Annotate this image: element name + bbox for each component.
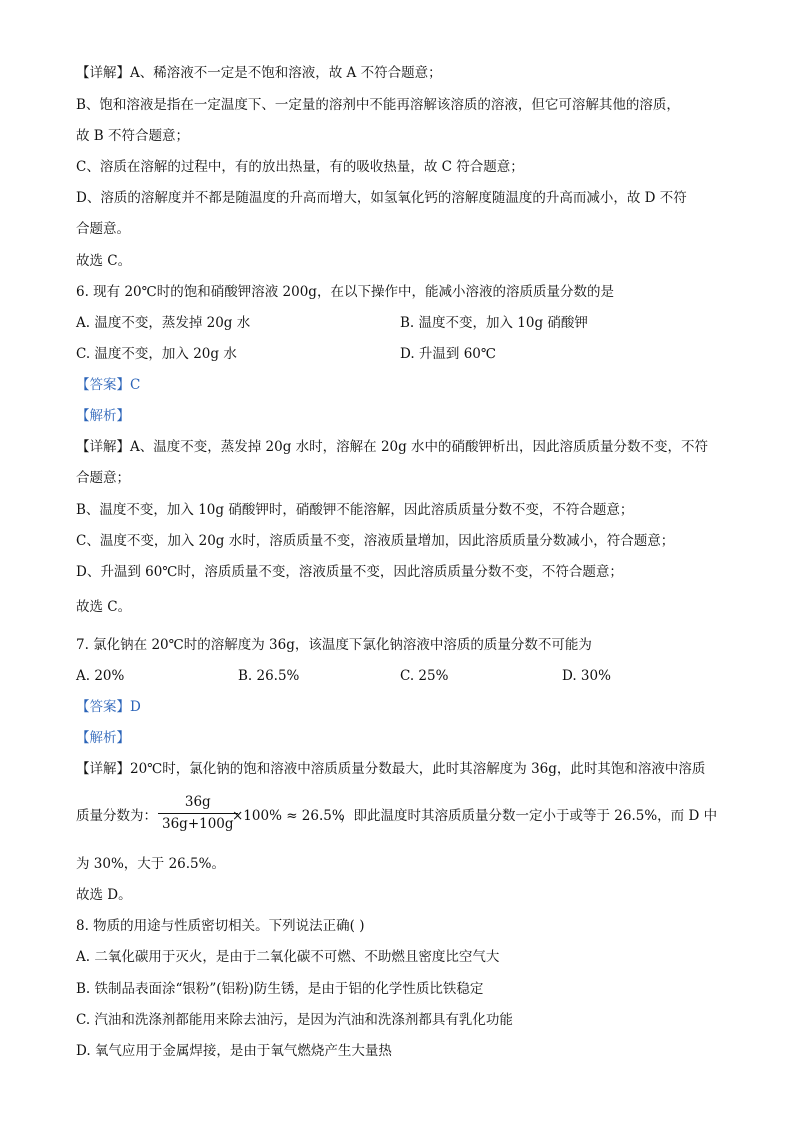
q5-detail-line-1: 【详解】A、稀溶液不一定是不饱和溶液，故 A 不符合题意； xyxy=(76,65,442,81)
q7-option-d: D. 30% xyxy=(562,668,611,684)
q7-formula-prefix: 质量分数为： xyxy=(76,808,157,824)
q6-answer: 【答案】C xyxy=(76,377,141,393)
q7-detail-line-3: 为 30%，大于 26.5%。 xyxy=(76,856,225,872)
q7-choose: 故选 D。 xyxy=(76,887,132,903)
q8-option-b: B. 铁制品表面涂“银粉”(铝粉)防生锈，是由于铝的化学性质比铁稳定 xyxy=(76,981,484,997)
q6-option-d: D. 升温到 60℃ xyxy=(400,346,496,362)
q8-stem: 8. 物质的用途与性质密切相关。下列说法正确( ) xyxy=(76,918,365,934)
q6-detail-line-4: C、温度不变，加入 20g 水时，溶质质量不变，溶液质量增加，因此溶质质量分数减小，符合题意； xyxy=(76,533,675,549)
q7-formula-rest: ，即此温度时其溶质质量分数一定小于或等于 26.5%，而 D 中 xyxy=(340,808,718,824)
q8-option-a: A. 二氧化碳用于灭火，是由于二氧化碳不可燃、不助燃且密度比空气大 xyxy=(76,949,500,965)
q6-detail-line-5: D、升温到 60℃时，溶质质量不变，溶液质量不变，因此溶质质量分数不变，不符合题意； xyxy=(76,564,623,580)
q8-option-c: C. 汽油和洗涤剂都能用来除去油污，是因为汽油和洗涤剂都具有乳化功能 xyxy=(76,1012,513,1028)
q7-option-b: B. 26.5% xyxy=(238,668,300,684)
q5-detail-line-3: 故 B 不符合题意； xyxy=(76,128,190,144)
q7-fraction-denominator: 36g+100g xyxy=(162,816,234,832)
q7-formula-tail: ×100% ≈ 26.5% xyxy=(232,808,345,824)
q7-analysis-heading: 【解析】 xyxy=(76,730,130,746)
q5-detail-line-6: 合题意。 xyxy=(76,221,130,237)
q8-option-d: D. 氧气应用于金属焊接，是由于氧气燃烧产生大量热 xyxy=(76,1043,392,1059)
q5-choose: 故选 C。 xyxy=(76,253,132,269)
q7-answer: 【答案】D xyxy=(76,699,141,715)
q6-option-a: A. 温度不变，蒸发掉 20g 水 xyxy=(76,315,251,331)
q5-detail-line-2: B、饱和溶液是指在一定温度下、一定量的溶剂中不能再溶解该溶质的溶液，但它可溶解其他的溶质， xyxy=(76,97,680,113)
q7-stem: 7. 氯化钠在 20℃时的溶解度为 36g，该温度下氯化钠溶液中溶质的质量分数不可能为 xyxy=(76,637,592,653)
q7-fraction-numerator: 36g xyxy=(184,794,211,810)
q7-detail-line-1: 【详解】20℃时，氯化钠的饱和溶液中溶质质量分数最大，此时其溶解度为 36g，此时其饱和溶液中溶质 xyxy=(76,761,706,777)
q6-analysis-heading: 【解析】 xyxy=(76,408,130,424)
q7-option-c: C. 25% xyxy=(400,668,449,684)
q7-fraction xyxy=(158,794,238,833)
q6-stem: 6. 现有 20℃时的饱和硝酸钾溶液 200g，在以下操作中，能减小溶液的溶质质量分数的是 xyxy=(76,284,614,300)
q5-detail-line-5: D、溶质的溶解度并不都是随温度的升高而增大，如氢氧化钙的溶解度随温度的升高而减小，故 D 不符 xyxy=(76,190,687,206)
q6-option-b: B. 温度不变，加入 10g 硝酸钾 xyxy=(400,315,588,331)
q6-detail-line-1: 【详解】A、温度不变，蒸发掉 20g 水时，溶解在 20g 水中的硝酸钾析出，因此溶质质量分数不变，不符 xyxy=(76,439,709,455)
q6-detail-line-3: B、温度不变，加入 10g 硝酸钾时，硝酸钾不能溶解，因此溶质质量分数不变，不符合题意； xyxy=(76,502,634,518)
q6-option-c: C. 温度不变，加入 20g 水 xyxy=(76,346,237,362)
q6-choose: 故选 C。 xyxy=(76,599,132,615)
q7-option-a: A. 20% xyxy=(76,668,125,684)
q5-detail-line-4: C、溶质在溶解的过程中，有的放出热量，有的吸收热量，故 C 符合题意； xyxy=(76,159,524,175)
q6-detail-line-2: 合题意； xyxy=(76,470,130,486)
